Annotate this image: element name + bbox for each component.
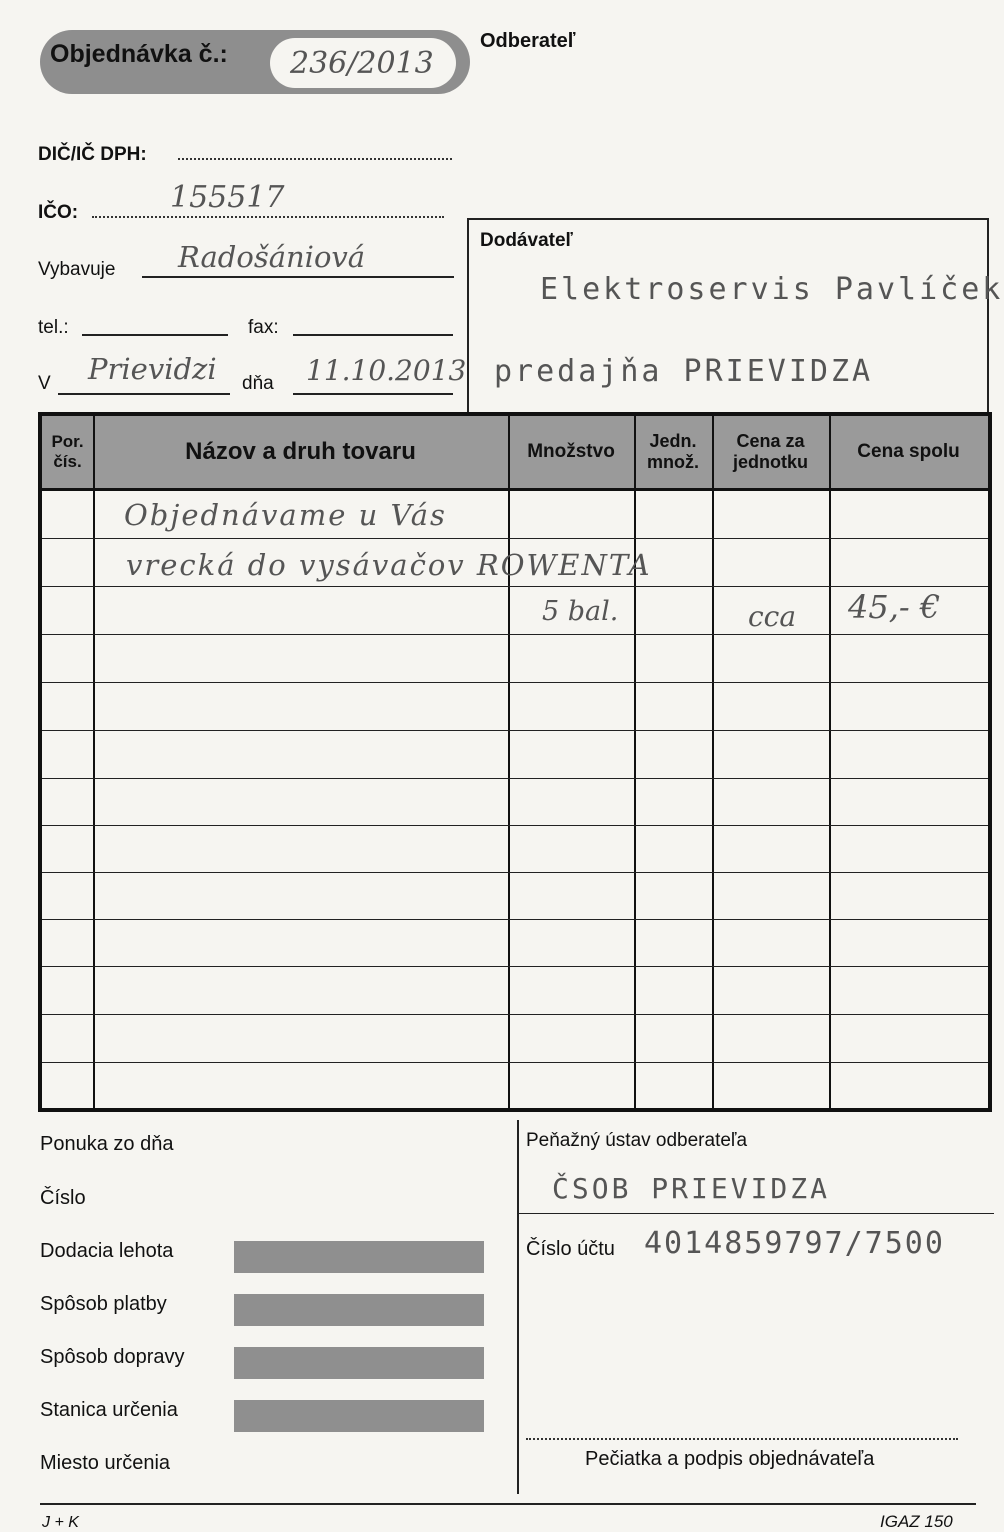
bank-label: Peňažný ústav odberateľa: [526, 1130, 748, 1151]
handler-value: Radošániová: [178, 240, 366, 274]
place-label: V: [38, 373, 51, 394]
row-divider: [42, 1062, 988, 1063]
payment-label: Spôsob platby: [40, 1293, 167, 1315]
column-divider: [829, 416, 831, 1108]
station-field[interactable]: [234, 1400, 484, 1432]
header-unit: Jedn. množ.: [647, 431, 699, 472]
table-row-3-total: 45,- €: [848, 588, 941, 626]
row-divider: [42, 778, 988, 779]
delivery-label: Dodacia lehota: [40, 1240, 174, 1262]
row-divider: [42, 825, 988, 826]
header-total: Cena spolu: [857, 441, 960, 463]
transport-field[interactable]: [234, 1347, 484, 1379]
destination-label: Miesto určenia: [40, 1452, 171, 1474]
header-por: Por. čís.: [51, 432, 84, 471]
footer-rule: [40, 1503, 976, 1505]
supplier-title: Dodávateľ: [480, 230, 573, 251]
order-label: Objednávka č.:: [50, 40, 228, 68]
tel-field[interactable]: [82, 334, 228, 336]
table-row-3-qty: 5 bal.: [542, 596, 619, 627]
dic-field[interactable]: [178, 158, 452, 160]
items-table: [38, 412, 992, 1112]
footer-form-code: IGAZ 150: [880, 1512, 953, 1531]
row-divider: [42, 682, 988, 683]
table-row-3-unit-price: cca: [748, 600, 797, 633]
date-value: 11.10.2013: [306, 354, 467, 387]
transport-label: Spôsob dopravy: [40, 1346, 185, 1368]
column-divider: [93, 416, 95, 1108]
ico-label: IČO:: [38, 202, 79, 223]
row-divider: [42, 1014, 988, 1015]
column-divider: [508, 416, 510, 1108]
table-row-1-name: Objednávame u Vás: [124, 498, 447, 532]
offer-label: Ponuka zo dňa: [40, 1133, 174, 1155]
row-divider: [42, 872, 988, 873]
supplier-line-1: Elektroservis Pavlíček: [540, 272, 1004, 307]
row-divider: [42, 586, 988, 587]
ico-value: 155517: [170, 180, 285, 215]
ico-field[interactable]: [92, 216, 444, 218]
order-number-value: 236/2013: [290, 46, 434, 81]
row-divider: [42, 538, 988, 539]
payment-field[interactable]: [234, 1294, 484, 1326]
tel-label: tel.:: [38, 317, 69, 338]
row-divider: [42, 919, 988, 920]
place-field[interactable]: [58, 393, 230, 395]
signature-label: Pečiatka a podpis objednávateľa: [585, 1448, 875, 1470]
bank-field-line[interactable]: [518, 1213, 994, 1214]
column-divider: [712, 416, 714, 1108]
header-qty: Množstvo: [527, 441, 615, 463]
account-value: 4014859797/7500: [644, 1226, 945, 1261]
station-label: Stanica určenia: [40, 1399, 178, 1421]
date-field[interactable]: [293, 393, 453, 395]
handler-label: Vybavuje: [38, 259, 116, 280]
bank-value: ČSOB PRIEVIDZA: [552, 1172, 831, 1205]
place-value: Prievidzi: [88, 352, 217, 386]
account-label: Číslo účtu: [526, 1238, 615, 1260]
supplier-line-2: predajňa PRIEVIDZA: [494, 354, 874, 389]
dic-label: DIČ/IČ DPH:: [38, 144, 147, 165]
row-divider: [42, 966, 988, 967]
section-divider: [517, 1120, 519, 1494]
column-divider: [634, 416, 636, 1108]
handler-field[interactable]: [142, 276, 454, 278]
header-unit-price: Cena za jednotku: [733, 431, 808, 472]
table-row-2-name: vrecká do vysávačov ROWENTA: [126, 548, 652, 582]
fax-label: fax:: [248, 317, 279, 338]
row-divider: [42, 730, 988, 731]
footer-left: J + K: [42, 1514, 79, 1531]
buyer-title: Odberateľ: [480, 30, 576, 52]
header-name: Názov a druh tovaru: [185, 438, 416, 466]
date-label: dňa: [242, 373, 274, 394]
delivery-field[interactable]: [234, 1241, 484, 1273]
number-label: Číslo: [40, 1187, 86, 1209]
fax-field[interactable]: [293, 334, 453, 336]
signature-field[interactable]: [526, 1438, 958, 1440]
row-divider: [42, 634, 988, 635]
